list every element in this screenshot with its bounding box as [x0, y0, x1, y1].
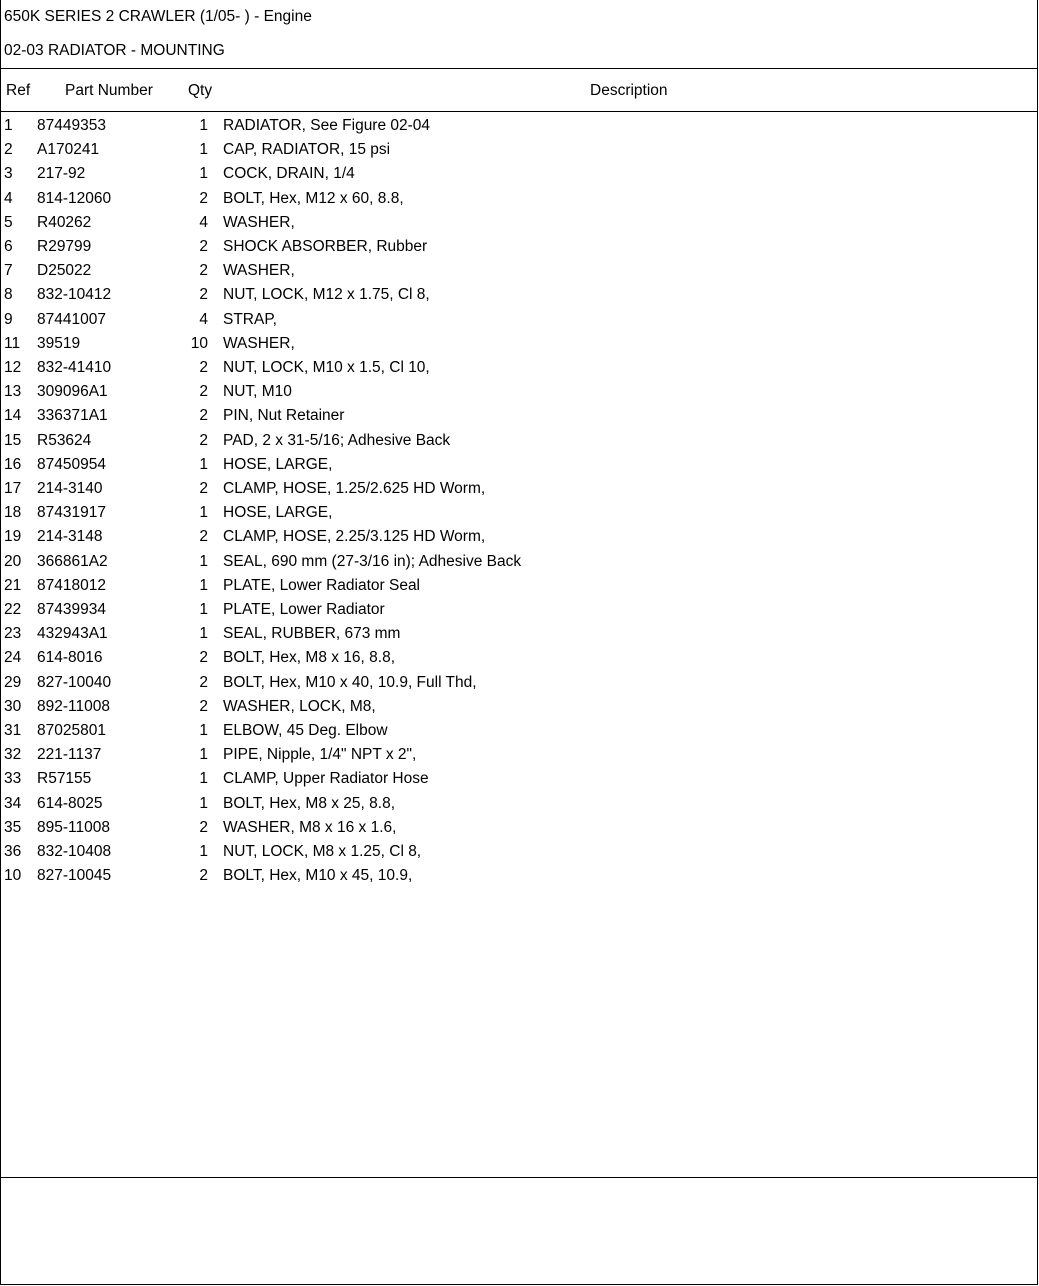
ref-cell: 14 — [4, 407, 22, 425]
part-number-cell: 309096A1 — [37, 383, 108, 401]
ref-cell: 4 — [4, 189, 13, 207]
table-row — [0, 456, 1036, 480]
qty-cell: 2 — [199, 262, 208, 280]
part-number-cell: 87439934 — [37, 601, 106, 618]
description-cell: SHOCK ABSORBER, Rubber — [223, 238, 428, 255]
table-row — [0, 601, 1036, 625]
description-cell: WASHER, M8 x 16 x 1.6, — [223, 818, 397, 836]
description-cell: NUT, LOCK, M8 x 1.25, Cl 8, — [223, 843, 422, 860]
part-number-cell: 832-41410 — [37, 359, 112, 376]
table-row — [0, 480, 1036, 504]
qty-cell: 1 — [199, 141, 208, 159]
qty-cell: 2 — [199, 673, 208, 691]
divider — [0, 1177, 1038, 1178]
part-number-cell: 892-11008 — [37, 697, 110, 715]
part-number-cell: 221-1137 — [37, 746, 102, 764]
table-row — [0, 335, 1036, 359]
ref-cell: 32 — [4, 746, 22, 764]
ref-cell: 9 — [4, 310, 13, 328]
qty-cell: 2 — [199, 649, 208, 667]
part-number-cell: 214-3148 — [37, 528, 103, 546]
part-number-cell: 432943A1 — [37, 625, 108, 643]
description-cell: WASHER, LOCK, M8, — [223, 697, 376, 715]
description-cell: CLAMP, Upper Radiator Hose — [223, 770, 429, 788]
table-row — [0, 795, 1036, 819]
part-number-cell: 87418012 — [37, 576, 106, 594]
description-cell: CLAMP, HOSE, 1.25/2.625 HD Worm, — [223, 480, 486, 497]
ref-cell: 16 — [4, 455, 22, 473]
part-number-cell: R40262 — [37, 213, 92, 231]
description-cell: NUT, M10 — [223, 383, 292, 401]
part-number-cell: 87431917 — [37, 504, 106, 522]
description-cell: HOSE, LARGE, — [223, 504, 333, 522]
part-number-cell: R57155 — [37, 770, 92, 788]
qty-cell: 4 — [199, 213, 208, 231]
ref-cell: 36 — [4, 843, 22, 860]
ref-cell: 12 — [4, 359, 22, 376]
column-header-ref: Ref — [6, 82, 31, 99]
qty-cell: 1 — [199, 794, 208, 812]
description-cell: NUT, LOCK, M10 x 1.5, Cl 10, — [223, 359, 430, 376]
table-row — [0, 311, 1036, 335]
qty-cell: 2 — [199, 383, 208, 401]
description-cell: STRAP, — [223, 310, 277, 328]
column-header-description: Description — [590, 82, 668, 99]
table-row — [0, 698, 1036, 722]
table-row — [0, 674, 1036, 698]
ref-cell: 5 — [4, 213, 13, 231]
description-cell: BOLT, Hex, M10 x 40, 10.9, Full Thd, — [223, 673, 477, 691]
part-number-cell: 214-3140 — [37, 480, 103, 497]
table-row — [0, 649, 1036, 673]
qty-cell: 1 — [199, 576, 208, 594]
table-row — [0, 819, 1036, 843]
ref-cell: 1 — [4, 117, 13, 134]
table-row — [0, 770, 1036, 794]
ref-cell: 31 — [4, 722, 22, 739]
qty-cell: 2 — [199, 867, 208, 885]
description-cell: BOLT, Hex, M8 x 16, 8.8, — [223, 649, 396, 667]
qty-cell: 1 — [199, 625, 208, 643]
description-cell: SEAL, 690 mm (27-3/16 in); Adhesive Back — [223, 552, 522, 570]
part-number-cell: 827-10040 — [37, 673, 112, 691]
ref-cell: 35 — [4, 818, 22, 836]
part-number-cell: 895-11008 — [37, 818, 110, 836]
part-number-cell: 87450954 — [37, 455, 106, 473]
qty-cell: 2 — [199, 528, 208, 546]
part-number-cell: 39519 — [37, 334, 81, 352]
ref-cell: 7 — [4, 262, 13, 280]
description-cell: RADIATOR, See Figure 02-04 — [223, 117, 431, 134]
part-number-cell: A170241 — [37, 141, 100, 159]
column-header-qty: Qty — [188, 82, 213, 99]
description-cell: NUT, LOCK, M12 x 1.75, Cl 8, — [223, 286, 430, 304]
description-cell: PIN, Nut Retainer — [223, 407, 345, 425]
table-row — [0, 577, 1036, 601]
ref-cell: 19 — [4, 528, 22, 546]
ref-cell: 8 — [4, 286, 13, 304]
description-cell: CLAMP, HOSE, 2.25/3.125 HD Worm, — [223, 528, 486, 546]
qty-cell: 2 — [199, 189, 208, 207]
section-title: 02-03 RADIATOR - MOUNTING — [4, 42, 225, 59]
ref-cell: 24 — [4, 649, 22, 667]
qty-cell: 1 — [199, 722, 208, 739]
part-number-cell: 366861A2 — [37, 552, 108, 570]
table-row — [0, 165, 1036, 189]
ref-cell: 20 — [4, 552, 22, 570]
ref-cell: 29 — [4, 673, 22, 691]
ref-cell: 34 — [4, 794, 22, 812]
column-header-part-number: Part Number — [65, 82, 153, 99]
table-row — [0, 286, 1036, 310]
table-row — [0, 843, 1036, 867]
description-cell: COCK, DRAIN, 1/4 — [223, 165, 355, 183]
table-row — [0, 625, 1036, 649]
part-number-cell: 832-10408 — [37, 843, 112, 860]
qty-cell: 10 — [190, 334, 208, 352]
description-cell: WASHER, — [223, 262, 295, 280]
description-cell: WASHER, — [223, 334, 295, 352]
table-row — [0, 867, 1036, 891]
description-cell: PIPE, Nipple, 1/4" NPT x 2", — [223, 746, 417, 764]
qty-cell: 2 — [199, 697, 208, 715]
ref-cell: 21 — [4, 576, 22, 594]
table-row — [0, 190, 1036, 214]
part-number-cell: 87025801 — [37, 722, 106, 739]
qty-cell: 1 — [199, 165, 208, 183]
qty-cell: 1 — [199, 601, 208, 618]
part-number-cell: 87441007 — [37, 310, 106, 328]
qty-cell: 1 — [199, 746, 208, 764]
table-row — [0, 383, 1036, 407]
qty-cell: 2 — [199, 238, 208, 255]
qty-cell: 2 — [199, 359, 208, 376]
part-number-cell: R53624 — [37, 431, 92, 449]
description-cell: ELBOW, 45 Deg. Elbow — [223, 722, 388, 739]
table-row — [0, 432, 1036, 456]
ref-cell: 15 — [4, 431, 22, 449]
description-cell: HOSE, LARGE, — [223, 455, 333, 473]
description-cell: PLATE, Lower Radiator Seal — [223, 576, 421, 594]
ref-cell: 10 — [4, 867, 22, 885]
part-number-cell: 336371A1 — [37, 407, 108, 425]
divider — [0, 111, 1038, 112]
part-number-cell: 614-8025 — [37, 794, 103, 812]
part-number-cell: 87449353 — [37, 117, 106, 134]
description-cell: WASHER, — [223, 213, 295, 231]
qty-cell: 4 — [199, 310, 208, 328]
ref-cell: 17 — [4, 480, 22, 497]
ref-cell: 18 — [4, 504, 22, 522]
divider — [0, 68, 1038, 69]
table-row — [0, 359, 1036, 383]
qty-cell: 1 — [199, 117, 208, 134]
qty-cell: 2 — [199, 407, 208, 425]
description-cell: PAD, 2 x 31-5/16; Adhesive Back — [223, 431, 451, 449]
table-row — [0, 528, 1036, 552]
qty-cell: 2 — [199, 480, 208, 497]
ref-cell: 23 — [4, 625, 22, 643]
qty-cell: 2 — [199, 431, 208, 449]
description-cell: PLATE, Lower Radiator — [223, 601, 385, 618]
table-row — [0, 214, 1036, 238]
ref-cell: 2 — [4, 141, 13, 159]
ref-cell: 33 — [4, 770, 22, 788]
qty-cell: 1 — [199, 455, 208, 473]
table-row — [0, 553, 1036, 577]
ref-cell: 13 — [4, 383, 22, 401]
part-number-cell: R29799 — [37, 238, 92, 255]
qty-cell: 2 — [199, 818, 208, 836]
part-number-cell: 614-8016 — [37, 649, 103, 667]
ref-cell: 6 — [4, 238, 13, 255]
part-number-cell: 217-92 — [37, 165, 86, 183]
table-row — [0, 117, 1036, 141]
description-cell: BOLT, Hex, M8 x 25, 8.8, — [223, 794, 396, 812]
part-number-cell: 827-10045 — [37, 867, 112, 885]
qty-cell: 1 — [199, 770, 208, 788]
part-number-cell: D25022 — [37, 262, 92, 280]
table-row — [0, 722, 1036, 746]
table-row — [0, 141, 1036, 165]
part-number-cell: 814-12060 — [37, 189, 112, 207]
qty-cell: 1 — [199, 843, 208, 860]
description-cell: SEAL, RUBBER, 673 mm — [223, 625, 401, 643]
ref-cell: 11 — [4, 334, 21, 352]
table-row — [0, 746, 1036, 770]
description-cell: BOLT, Hex, M10 x 45, 10.9, — [223, 867, 413, 885]
table-row — [0, 262, 1036, 286]
part-number-cell: 832-10412 — [37, 286, 112, 304]
qty-cell: 1 — [199, 552, 208, 570]
description-cell: CAP, RADIATOR, 15 psi — [223, 141, 391, 159]
qty-cell: 2 — [199, 286, 208, 304]
ref-cell: 30 — [4, 697, 22, 715]
table-row — [0, 504, 1036, 528]
ref-cell: 22 — [4, 601, 22, 618]
table-row — [0, 238, 1036, 262]
ref-cell: 3 — [4, 165, 13, 183]
description-cell: BOLT, Hex, M12 x 60, 8.8, — [223, 189, 404, 207]
table-row — [0, 407, 1036, 431]
model-title: 650K SERIES 2 CRAWLER (1/05- ) - Engine — [4, 8, 312, 25]
qty-cell: 1 — [199, 504, 208, 522]
